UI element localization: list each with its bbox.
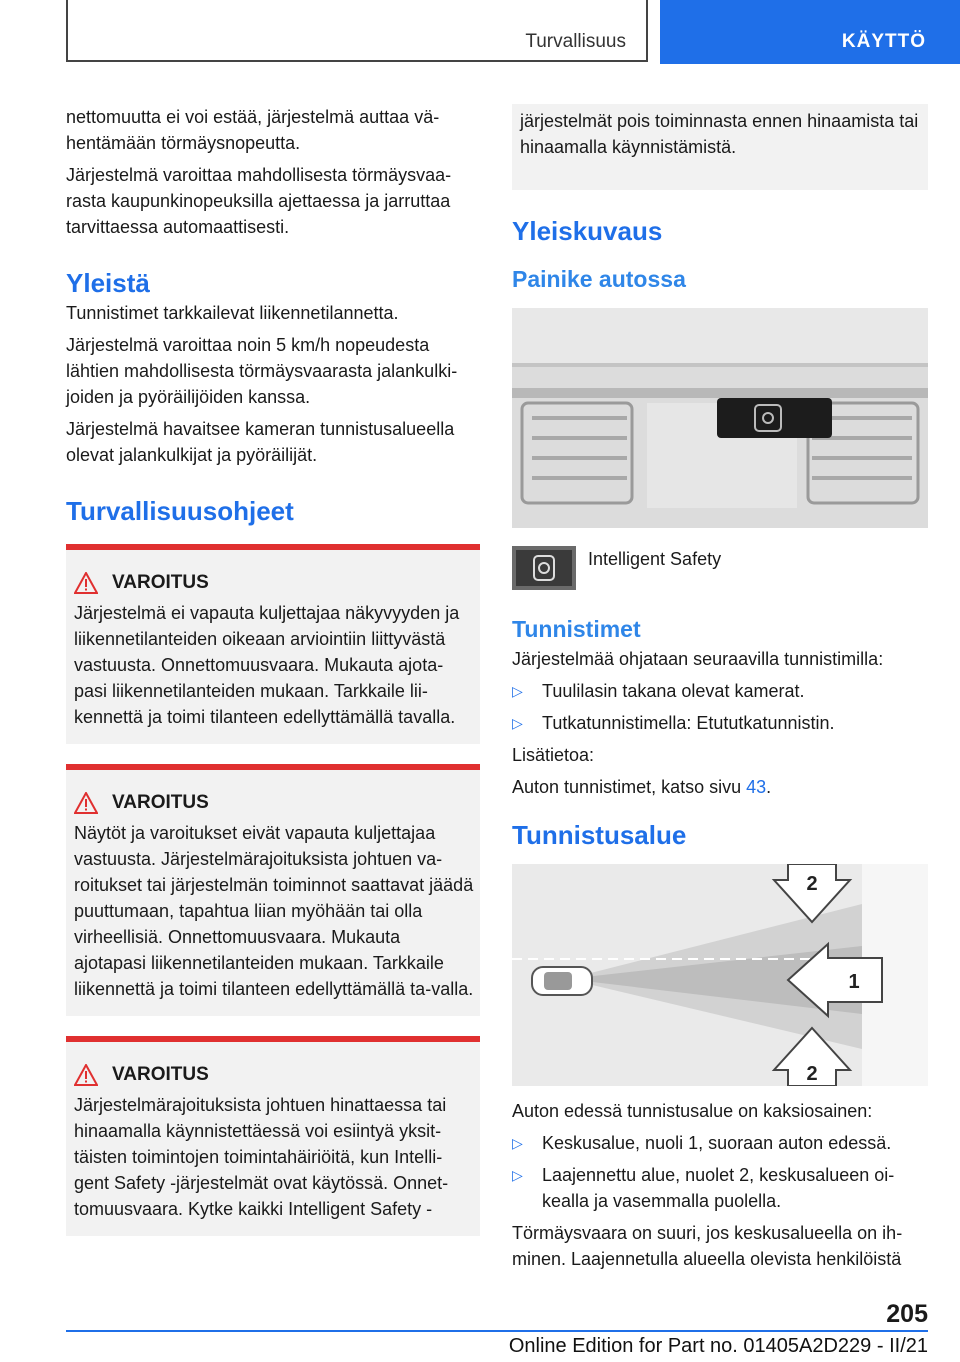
warning-title-1: VAROITUS [112,572,209,593]
button-legend [512,546,928,590]
footer-divider [66,1330,928,1332]
footer-edition: Online Edition for Part no. 01405A2D229 - II/21 [508,1335,928,1357]
warning-text-1: Järjestelmä ei vapauta kuljettajaa näkyvyyden ja liikennetilanteiden oikeaan arviointiin liittyvästä vastuusta. Onnettomuusvaara. Mukauta ajota-pasi liikennetilanteiden mukaan. Tarkkaile lii-kennettä ja toimi tilanteen edellyttämällä tavalla. [74,603,460,727]
zone-list [512,1130,928,1214]
header-chapter-tab[interactable] [660,0,960,64]
sensors-list [512,678,928,736]
warning-title-2: VAROITUS [112,792,209,813]
header-box [66,0,648,62]
zone-paragraph: Törmäysvaara on suuri, jos keskusalueella on ih-minen. Laajennetulla alueella olevista henkilöistä [512,1223,903,1269]
heading-overview: Yleiskuvaus [512,216,663,246]
warning-triangle-icon [74,1064,98,1086]
general-paragraph-2: Järjestelmä varoittaa noin 5 km/h nopeudesta lähtien mahdollisesta törmäysvaarasta jalankulki-joiden ja pyöräilijöiden kanssa. [66,335,458,407]
warning-box-2 [66,764,480,1016]
reference-end: . [766,777,772,797]
heading-detection-area: Tunnistusalue [512,820,687,850]
warning-text-3: Järjestelmärajoituksista johtuen hinattaessa tai hinaamalla käynnistettäessä voi esiintyä yksit-täisten toimintojen toimintahäiriöitä, kun Intelli-gent Safety -järjestelmät ovat käytössä. Onnet-tomuusvaara. Kytke kaikki Intelligent Safety - [74,1095,449,1219]
arrow-2-bottom-label: 2 [806,1063,818,1085]
general-paragraph-1: Tunnistimet tarkkailevat liikennetilannetta. [66,303,399,323]
warning-text-2: Näytöt ja varoitukset eivät vapauta kuljettajaa vastuusta. Järjestelmärajoituksista johtuen va-roitukset tai järjestelmän toiminnot saattavat jäädä puuttumaan, tapahtua liian myöhään tai olla virheellisiä. Onnettomuusvaara. Mukauta ajotapasi liikennetilanteiden mukaan. Tarkkaile liikennettä ja toimi tilanteen edellyttämällä ta-valla. [74,823,474,999]
list-item: ▷ Tuulilasin takana olevat kamerat. [512,678,928,704]
list-item: ▷ Keskusalue, nuoli 1, suoraan auton edessä. [512,1130,928,1156]
arrow-2-top-label: 2 [806,873,818,895]
heading-safety: Turvallisuusohjeet [66,496,294,526]
heading-general: Yleistä [66,268,150,298]
warning-triangle-icon [74,572,98,594]
button-label: Intelligent Safety [588,549,722,569]
list-item: ▷ Tutkatunnistimella: Etututkatunnistin. [512,710,928,736]
sensors-reference [512,774,928,800]
list-item: ▷ Laajennettu alue, nuolet 2, keskusalueen oi-kealla ja vasemmalla puolella. [512,1162,928,1214]
header-section-title: Turvallisuus [525,31,626,52]
page-43-link[interactable]: 43 [746,777,767,797]
more-info-label: Lisätietoa: [512,745,595,765]
page-number: 205 [886,1300,928,1328]
general-paragraph-3: Järjestelmä havaitsee kameran tunnistusalueella olevat jalankulkijat ja pyöräilijät. [66,419,455,465]
continued-note-text: järjestelmät pois toiminnasta ennen hinaamista tai hinaamalla käynnistämistä. [520,111,919,157]
warning-triangle-icon [74,792,98,814]
right-column [512,104,928,1278]
reference-text: Auton tunnistimet, katso sivu [512,777,747,797]
intro-paragraph-1: nettomuutta ei voi estää, järjestelmä auttaa vä-hentämään törmäysnopeutta. [66,107,440,153]
arrow-1-label: 1 [848,971,860,993]
intelligent-safety-button-icon [512,546,576,590]
left-column [66,104,480,1236]
continued-note-box [512,104,928,190]
sensors-intro: Järjestelmää ohjataan seuraavilla tunnistimilla: [512,649,884,669]
zone-intro: Auton edessä tunnistusalue on kaksiosainen: [512,1101,873,1121]
intro-paragraph-2: Järjestelmä varoittaa mahdollisesta törmäysvaa-rasta kaupunkinopeuksilla ajettaessa ja jarruttaa tarvittaessa automaattisesti. [66,165,452,237]
heading-sensors: Tunnistimet [512,616,641,642]
dashboard-button-image [512,308,928,528]
warning-title-3: VAROITUS [112,1064,209,1085]
warning-box-1 [66,544,480,744]
chapter-tab-label: KÄYTTÖ [841,31,926,52]
warning-box-3 [66,1036,480,1236]
detection-area-diagram [512,864,928,1086]
heading-button-in-car: Painike autossa [512,266,686,292]
